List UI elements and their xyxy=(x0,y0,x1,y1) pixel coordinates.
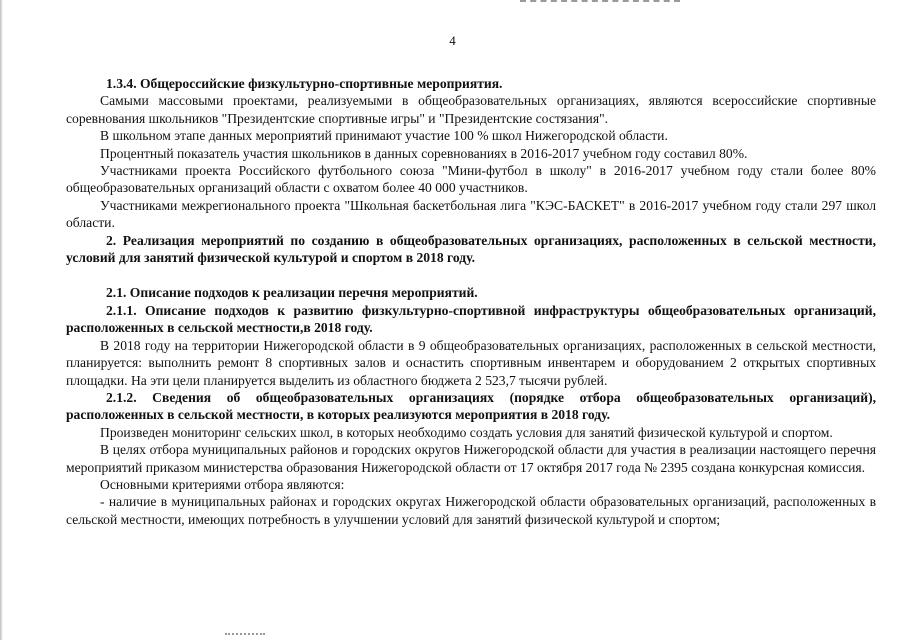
document-body xyxy=(66,75,876,528)
paragraph-massive-projects: Самыми массовыми проектами, реализуемыми в общеобразовательных организациях, являются всероссийские спортивные соревнования школьников "Президентские спортивные игры" и "Президентские состязания". xyxy=(66,93,876,126)
paragraph-percentage: Процентный показатель участия школьников в данных соревнованиях в 2016-2017 учебном году составил 80%. xyxy=(100,145,748,161)
paragraph-2018-repairs: В 2018 году на территории Нижегородской области в 9 общеобразовательных организациях, расположенных в сельской местности, планируется: выполнить ремонт 8 спортивных залов и оснастить спортивным инвентарем и оборудованием 2 открытых спортивных площадки. На эти цели планируется выделить из областного бюджета 2 523,7 тысячи рублей. xyxy=(66,337,876,388)
scan-mark-bottom xyxy=(225,633,265,638)
scan-edge-left xyxy=(0,0,3,640)
section-gap xyxy=(66,266,876,284)
paragraph-criteria-item-1: - наличие в муниципальных районах и городских округах Нижегородской области образовательных организаций, расположенных в сельской местности, имеющих потребность в улучшении условий для занятий физической культурой и спортом; xyxy=(66,494,876,527)
paragraph-commission: В целях отбора муниципальных районов и городских округов Нижегородской области для участия в реализации настоящего перечня мероприятий приказом министерства образования Нижегородской области от 17 октября 2017 года № 2395 создана конкурсная комиссия. xyxy=(66,442,876,475)
paragraph-monitoring: Произведен мониторинг сельских школ, в которых необходимо создать условия для занятий физической культурой и спортом. xyxy=(100,424,833,440)
heading-2-1-2: 2.1.2. Сведения об общеобразовательных организациях (порядке отбора общеобразовательных организаций), расположенных в сельской местности, в которых реализуются мероприятия в 2018 году. xyxy=(66,389,876,423)
heading-1-3-4: 1.3.4. Общероссийские физкультурно-спортивные мероприятия. xyxy=(106,76,503,91)
heading-2-1: 2.1. Описание подходов к реализации перечня мероприятий. xyxy=(106,285,478,301)
paragraph-basketball-league: Участниками межрегионального проекта "Школьная баскетбольная лига "КЭС-БАСКЕТ" в 2016-2017 учебном году стали 297 школ области. xyxy=(66,197,876,231)
paragraph-school-stage: В школьном этапе данных мероприятий принимают участие 100 % школ Нижегородской области. xyxy=(100,128,668,144)
paragraph-mini-football: Участниками проекта Российского футбольного союза "Мини-футбол в школу" в 2016-2017 учебном году стали более 80% общеобразовательных организаций области с охватом более 40 000 участников. xyxy=(66,163,876,196)
heading-2-1-1: 2.1.1. Описание подходов к развитию физкультурно-спортивной инфраструктуры общеобразовательных организаций, расположенных в сельской местности,в 2018 году. xyxy=(66,302,876,336)
heading-2: 2. Реализация мероприятий по созданию в общеобразовательных организациях, расположенных в сельской местности, условий для занятий физической культурой и спортом в 2018 году. xyxy=(66,232,876,266)
paragraph-criteria-intro: Основными критериями отбора являются: xyxy=(100,476,345,492)
page-number: 4 xyxy=(449,33,456,48)
scan-mark-top xyxy=(520,0,680,5)
